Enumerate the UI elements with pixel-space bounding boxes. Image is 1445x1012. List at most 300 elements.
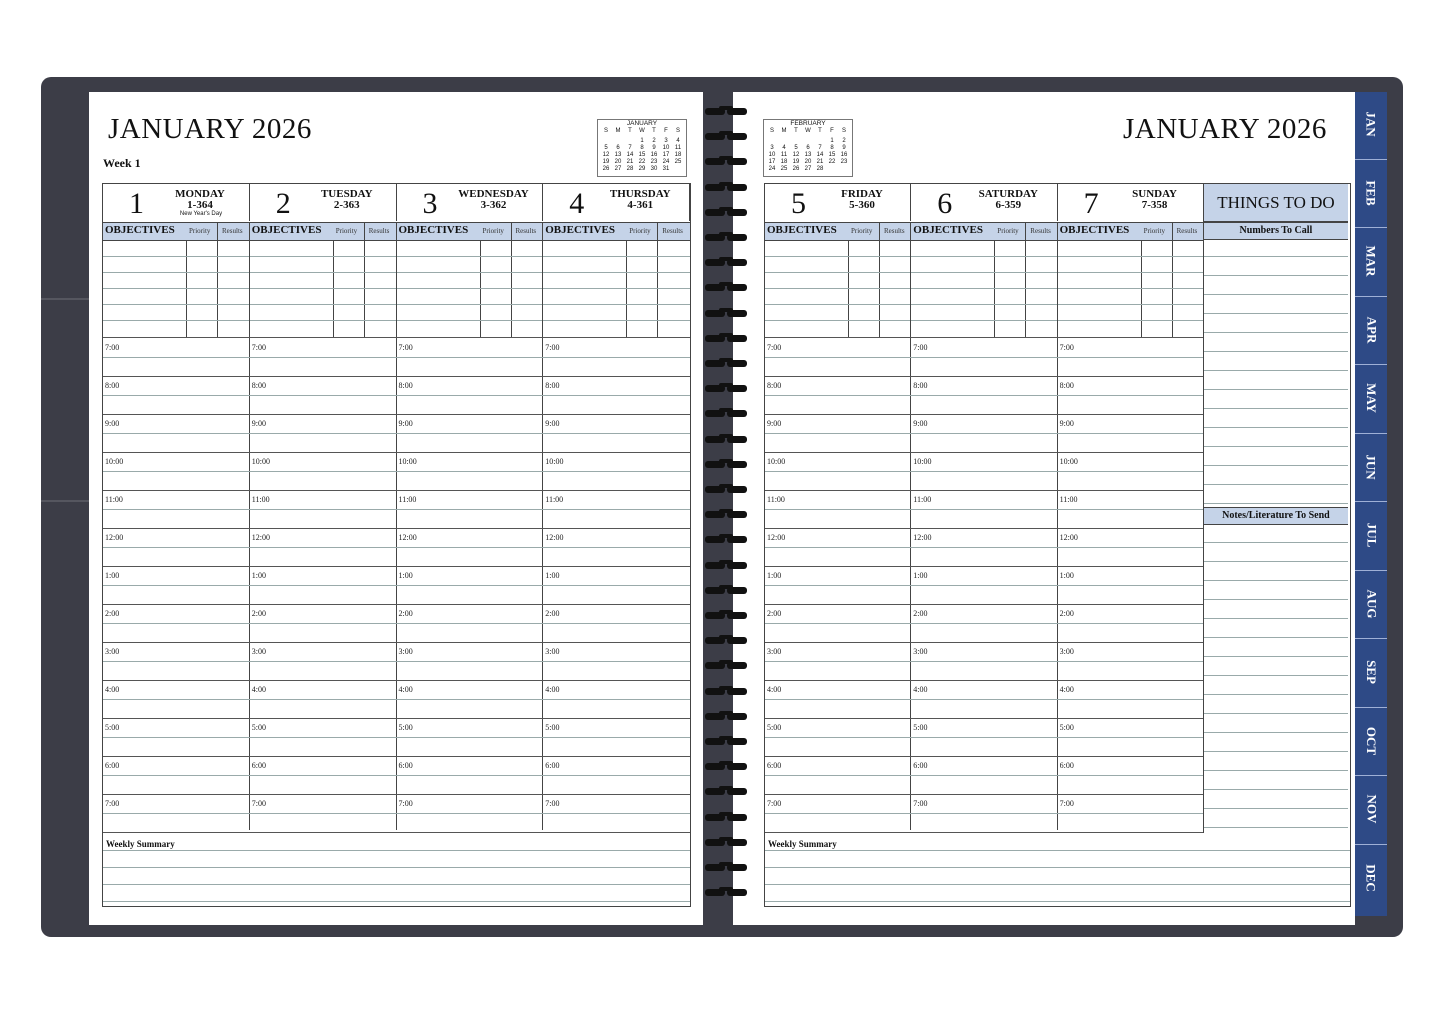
month-tab-label: JUN: [1364, 453, 1379, 480]
objective-line[interactable]: [1058, 320, 1204, 321]
month-tab-label: MAR: [1363, 245, 1379, 277]
hour-rule: [765, 832, 1204, 833]
numbers-to-call-line[interactable]: [1204, 446, 1348, 447]
half-hour-rule: [765, 509, 1204, 510]
time-slot-label: 8:00: [398, 381, 413, 390]
month-tab-divider: [1355, 775, 1387, 776]
notes-line[interactable]: [1204, 618, 1348, 619]
day-column-divider: [542, 222, 543, 830]
notes-line[interactable]: [1204, 713, 1348, 714]
results-label: Results: [515, 227, 537, 235]
time-slot-label: 3:00: [913, 647, 928, 656]
month-tab-nov[interactable]: [1355, 779, 1387, 839]
mini-calendar-day: 14: [626, 152, 634, 158]
day-count: 6-359: [995, 199, 1022, 211]
time-slot-label: 7:00: [767, 799, 782, 808]
coil-bridge: [719, 862, 733, 866]
results-label: Results: [1030, 227, 1051, 235]
time-slot-label: 7:00: [251, 799, 266, 808]
coil-bridge: [719, 282, 733, 286]
time-slot-label: 10:00: [1059, 457, 1078, 466]
mini-calendar-day: 26: [602, 166, 610, 172]
hour-rule: [765, 452, 1204, 453]
hour-rule: [103, 794, 690, 795]
numbers-to-call-line[interactable]: [1204, 294, 1348, 295]
half-hour-rule: [765, 775, 1204, 776]
spiral-coil: [703, 484, 749, 496]
coil-bridge: [719, 560, 733, 564]
spiral-coil: [703, 156, 749, 168]
month-tab-sep[interactable]: [1355, 642, 1387, 702]
objective-line[interactable]: [765, 320, 911, 321]
objective-line[interactable]: [397, 288, 544, 289]
notes-line[interactable]: [1204, 637, 1348, 638]
time-slot-label: 7:00: [913, 343, 928, 352]
numbers-to-call-line[interactable]: [1204, 503, 1348, 504]
numbers-to-call-line[interactable]: [1204, 256, 1348, 257]
spiral-coil: [703, 686, 749, 698]
mini-calendar-day: 20: [614, 159, 622, 165]
month-tab-label: FEB: [1363, 179, 1379, 206]
time-slot-label: 2:00: [913, 609, 928, 618]
time-slot-label: 3:00: [767, 647, 782, 656]
month-tab-mar[interactable]: [1355, 231, 1387, 291]
half-hour-rule: [103, 433, 690, 434]
coil-bridge: [719, 333, 733, 337]
time-slot-label: 2:00: [398, 609, 413, 618]
weekday-label: FRIDAY: [841, 188, 883, 200]
notes-line[interactable]: [1204, 599, 1348, 600]
time-slot-label: 11:00: [105, 495, 123, 504]
coil-bridge: [719, 434, 733, 438]
day-column-divider: [249, 222, 250, 830]
day-number: 1: [129, 187, 144, 220]
objectives-label: OBJECTIVES: [913, 224, 983, 236]
objective-line[interactable]: [397, 272, 544, 273]
objective-line[interactable]: [765, 304, 911, 305]
summary-line[interactable]: [103, 850, 690, 851]
objective-line[interactable]: [103, 272, 250, 273]
time-slot-label: 2:00: [251, 609, 266, 618]
priority-label: Priority: [482, 227, 504, 235]
notes-line[interactable]: [1204, 542, 1348, 543]
time-slot-label: 11:00: [545, 495, 564, 504]
time-slot-label: 11:00: [251, 495, 270, 504]
summary-line[interactable]: [765, 884, 1350, 885]
objective-line[interactable]: [911, 256, 1057, 257]
half-hour-rule: [103, 661, 690, 662]
month-tab-divider: [1355, 433, 1387, 434]
day-header: [103, 184, 250, 221]
half-hour-rule: [765, 699, 1204, 700]
objectives-label: OBJECTIVES: [105, 224, 175, 236]
spiral-coil: [703, 207, 749, 219]
summary-line[interactable]: [103, 867, 690, 868]
mini-calendar-day: 6: [806, 145, 810, 151]
half-hour-rule: [765, 357, 1204, 358]
objective-line[interactable]: [250, 272, 397, 273]
day-number: 6: [937, 187, 953, 220]
hour-rule: [765, 566, 1204, 567]
objective-line[interactable]: [250, 320, 397, 321]
mini-calendar-day: 18: [674, 152, 682, 158]
spiral-coil: [703, 837, 749, 849]
month-tab-dec[interactable]: [1355, 848, 1387, 908]
time-slot-label: 7:00: [913, 799, 928, 808]
half-hour-rule: [103, 471, 690, 472]
day-count: 5-360: [849, 199, 875, 211]
spiral-coil: [703, 106, 749, 118]
objectives-bottom-rule: [103, 337, 690, 338]
spiral-coil: [703, 232, 749, 244]
day-number: 5: [791, 187, 806, 220]
time-slot-label: 2:00: [767, 609, 782, 618]
time-slot-label: 9:00: [767, 419, 782, 428]
coil-bridge: [719, 308, 733, 312]
time-slot-label: 3:00: [398, 647, 413, 656]
day-count: 2-363: [333, 199, 360, 211]
time-slot-label: 1:00: [251, 571, 266, 580]
mini-calendar-day: 21: [626, 159, 634, 165]
mini-calendar-dow: M: [781, 128, 787, 134]
time-slot-label: 4:00: [545, 685, 560, 694]
numbers-to-call-line[interactable]: [1204, 484, 1348, 485]
numbers-to-call-line[interactable]: [1204, 351, 1348, 352]
time-slot-label: 4:00: [767, 685, 782, 694]
mini-calendar-day: 1: [830, 138, 834, 144]
objective-line[interactable]: [103, 256, 250, 257]
time-slot-label: 12:00: [398, 533, 417, 542]
time-slot-label: 8:00: [1059, 381, 1074, 390]
month-tab-oct[interactable]: [1355, 711, 1387, 771]
mini-calendar-day: 13: [804, 152, 812, 158]
objective-line[interactable]: [911, 288, 1057, 289]
weekday-label: WEDNESDAY: [458, 188, 529, 200]
half-hour-rule: [103, 547, 690, 548]
objective-line[interactable]: [543, 320, 690, 321]
objective-line[interactable]: [1058, 304, 1204, 305]
half-hour-rule: [103, 357, 690, 358]
mini-calendar-day: 2: [842, 138, 846, 144]
half-hour-rule: [103, 775, 690, 776]
day-number: 7: [1083, 187, 1099, 220]
time-slot-label: 8:00: [913, 381, 928, 390]
day-header: [397, 184, 544, 221]
right-day-grid: [764, 183, 1351, 907]
numbers-to-call-line[interactable]: [1204, 408, 1348, 409]
notes-line[interactable]: [1204, 770, 1348, 771]
mini-calendar-day: 16: [840, 152, 848, 158]
coil-bridge: [719, 484, 733, 488]
priority-label: Priority: [335, 227, 358, 235]
month-tab-may[interactable]: [1355, 368, 1387, 428]
mini-calendar-day: 15: [828, 152, 836, 158]
objective-line[interactable]: [1058, 256, 1204, 257]
spiral-coil: [703, 358, 749, 370]
objective-line[interactable]: [911, 304, 1057, 305]
day-count: 3-362: [480, 199, 507, 211]
coil-bridge: [719, 837, 733, 841]
notes-line[interactable]: [1204, 827, 1348, 828]
mini-calendar-day: 10: [662, 145, 670, 151]
notes-line[interactable]: [1204, 580, 1348, 581]
time-slot-label: 11:00: [767, 495, 785, 504]
numbers-to-call-line[interactable]: [1204, 427, 1348, 428]
cover-crease: [41, 500, 91, 502]
day-name: [455, 189, 533, 211]
objective-line[interactable]: [103, 288, 250, 289]
month-tab-divider: [1355, 638, 1387, 639]
spiral-coil: [703, 761, 749, 773]
month-tab-divider: [1355, 227, 1387, 228]
objectives-label: OBJECTIVES: [398, 224, 469, 236]
mini-calendar-dow: F: [830, 128, 834, 134]
hour-rule: [103, 718, 690, 719]
spiral-coil: [703, 282, 749, 294]
mini-calendar-day: 25: [780, 166, 788, 172]
priority-label: Priority: [1143, 227, 1165, 235]
coil-bridge: [719, 156, 733, 160]
objective-line[interactable]: [543, 256, 690, 257]
spiral-coil: [703, 333, 749, 345]
day-name: [601, 189, 679, 211]
day-column-divider: [910, 222, 911, 830]
mini-calendar-day: 24: [768, 166, 776, 172]
month-tab-jul[interactable]: [1355, 505, 1387, 565]
objective-line[interactable]: [911, 272, 1057, 273]
time-slot-label: 7:00: [105, 799, 120, 808]
month-tab-divider: [1355, 844, 1387, 845]
time-slot-label: 4:00: [251, 685, 266, 694]
day-count: 7-358: [1141, 199, 1168, 211]
coil-bridge: [719, 358, 733, 362]
time-slot-label: 9:00: [105, 419, 120, 428]
objective-line[interactable]: [397, 304, 544, 305]
spiral-coil: [703, 635, 749, 647]
objective-line[interactable]: [765, 288, 911, 289]
coil-bridge: [719, 736, 733, 740]
hour-rule: [103, 680, 690, 681]
objectives-header: [765, 222, 911, 241]
time-slot-label: 3:00: [545, 647, 560, 656]
time-slot-label: 4:00: [105, 685, 120, 694]
objective-line[interactable]: [543, 272, 690, 273]
month-tab-feb[interactable]: [1355, 163, 1387, 223]
notes-line[interactable]: [1204, 675, 1348, 676]
summary-line[interactable]: [765, 901, 1350, 902]
numbers-to-call-line[interactable]: [1204, 465, 1348, 466]
time-slot-label: 5:00: [1059, 723, 1074, 732]
notes-line[interactable]: [1204, 808, 1348, 809]
month-tab-divider: [1355, 159, 1387, 160]
mini-calendar-day: 11: [780, 152, 788, 158]
coil-bridge: [719, 106, 733, 110]
month-tab-jun[interactable]: [1355, 437, 1387, 497]
time-slot-label: 6:00: [767, 761, 782, 770]
spiral-coil: [703, 786, 749, 798]
time-slot-label: 8:00: [767, 381, 782, 390]
time-slot-label: 4:00: [398, 685, 413, 694]
hour-rule: [765, 642, 1204, 643]
objective-line[interactable]: [1058, 288, 1204, 289]
notes-literature-header: Notes/Literature To Send: [1204, 507, 1348, 525]
hour-rule: [765, 414, 1204, 415]
numbers-to-call-line[interactable]: [1204, 275, 1348, 276]
time-slot-label: 12:00: [767, 533, 786, 542]
mini-calendar-day: 17: [662, 152, 670, 158]
mini-calendar-dow: W: [639, 128, 645, 134]
spiral-coil: [703, 182, 749, 194]
summary-line[interactable]: [103, 901, 690, 902]
mini-calendar-day: 3: [770, 145, 774, 151]
time-slot-label: 7:00: [1059, 799, 1074, 808]
time-slot-label: 5:00: [398, 723, 413, 732]
time-slot-label: 10:00: [398, 457, 417, 466]
objective-line[interactable]: [397, 320, 544, 321]
month-tab-jan[interactable]: [1355, 94, 1387, 154]
weekday-label: SUNDAY: [1132, 188, 1177, 200]
time-slot-label: 5:00: [913, 723, 928, 732]
objective-line[interactable]: [765, 256, 911, 257]
half-hour-rule: [765, 623, 1204, 624]
mini-calendar-day: 20: [804, 159, 812, 165]
objective-line[interactable]: [250, 304, 397, 305]
spiral-coil: [703, 610, 749, 622]
day-header: [543, 184, 690, 221]
notes-line[interactable]: [1204, 751, 1348, 752]
objective-line[interactable]: [250, 256, 397, 257]
coil-bridge: [719, 182, 733, 186]
objective-line[interactable]: [250, 288, 397, 289]
hour-rule: [765, 718, 1204, 719]
objective-line[interactable]: [103, 320, 250, 321]
notes-line[interactable]: [1204, 732, 1348, 733]
day-count: 1-364: [187, 199, 213, 211]
notes-line[interactable]: [1204, 789, 1348, 790]
objective-line[interactable]: [765, 272, 911, 273]
time-slot-label: 6:00: [398, 761, 413, 770]
day-number: 2: [275, 187, 291, 220]
summary-line[interactable]: [765, 867, 1350, 868]
mini-calendar-february: [763, 119, 853, 177]
objectives-header: [250, 222, 397, 241]
mini-calendar-day: 9: [652, 145, 656, 151]
month-tab-divider: [1355, 501, 1387, 502]
day-number: 4: [569, 187, 585, 220]
time-slot-label: 12:00: [913, 533, 932, 542]
notes-line[interactable]: [1204, 694, 1348, 695]
notes-line[interactable]: [1204, 656, 1348, 657]
hour-rule: [765, 528, 1204, 529]
hour-rule: [103, 832, 690, 833]
month-tab-strip: [1355, 92, 1387, 916]
numbers-to-call-line[interactable]: [1204, 332, 1348, 333]
numbers-to-call-line[interactable]: [1204, 389, 1348, 390]
weekday-label: TUESDAY: [320, 188, 373, 200]
day-column-divider: [396, 222, 397, 830]
priority-label: Priority: [189, 227, 211, 235]
objective-line[interactable]: [103, 304, 250, 305]
time-slot-label: 7:00: [767, 343, 782, 352]
day-name: [823, 189, 901, 211]
spiral-coil: [703, 711, 749, 723]
mini-calendar-dow: W: [805, 128, 811, 134]
mini-calendar-dow: F: [664, 128, 668, 134]
time-slot-label: 11:00: [913, 495, 932, 504]
mini-calendar-dow: T: [794, 128, 798, 134]
mini-calendar-day: 22: [638, 159, 646, 165]
hour-rule: [765, 756, 1204, 757]
time-slot-label: 10:00: [913, 457, 932, 466]
time-slot-label: 11:00: [1059, 495, 1078, 504]
notes-line[interactable]: [1204, 561, 1348, 562]
time-slot-label: 7:00: [398, 799, 413, 808]
cover-crease: [41, 298, 91, 300]
week-label: Week 1: [103, 156, 141, 170]
spiral-coil: [703, 434, 749, 446]
mini-calendar-day: 7: [818, 145, 822, 151]
priority-label: Priority: [997, 227, 1019, 235]
spiral-coil: [703, 509, 749, 521]
objective-line[interactable]: [911, 320, 1057, 321]
mini-calendar-title: FEBRUARY: [790, 120, 826, 127]
mini-calendar-day: 30: [650, 166, 658, 172]
numbers-to-call-line[interactable]: [1204, 370, 1348, 371]
objective-line[interactable]: [1058, 272, 1204, 273]
mini-calendar-day: 8: [640, 145, 644, 151]
day-name: [161, 189, 239, 211]
time-slot-label: 7:00: [1059, 343, 1074, 352]
time-slot-label: 9:00: [398, 419, 413, 428]
month-tab-divider: [1355, 364, 1387, 365]
time-slot-label: 5:00: [545, 723, 560, 732]
weekly-summary-label: Weekly Summary: [106, 839, 175, 849]
month-tab-divider: [1355, 707, 1387, 708]
mini-calendar-day: 14: [816, 152, 824, 158]
month-tab-aug[interactable]: [1355, 574, 1387, 634]
page-title-left: JANUARY 2026: [108, 113, 312, 145]
hour-rule: [103, 566, 690, 567]
coil-bridge: [719, 534, 733, 538]
summary-line[interactable]: [765, 850, 1350, 851]
mini-calendar-day: 3: [664, 138, 668, 144]
objective-line[interactable]: [543, 288, 690, 289]
coil-bridge: [719, 635, 733, 639]
objective-line[interactable]: [543, 304, 690, 305]
spiral-coil: [703, 257, 749, 269]
weekly-summary-label: Weekly Summary: [768, 839, 837, 849]
mini-calendar-day: 1: [640, 138, 644, 144]
spiral-coil: [703, 534, 749, 546]
mini-calendar-dow: M: [615, 128, 621, 134]
time-slot-label: 10:00: [251, 457, 270, 466]
summary-line[interactable]: [103, 884, 690, 885]
month-tab-label: JUL: [1364, 522, 1379, 548]
numbers-to-call-line[interactable]: [1204, 313, 1348, 314]
mini-calendar-day: 13: [614, 152, 622, 158]
objective-line[interactable]: [397, 256, 544, 257]
time-slot-label: 9:00: [545, 419, 560, 428]
mini-calendar-day: 26: [792, 166, 800, 172]
spiral-coil: [703, 887, 749, 899]
month-tab-apr[interactable]: [1355, 300, 1387, 360]
mini-calendar-day: 16: [650, 152, 658, 158]
mini-calendar-day: 27: [614, 166, 622, 172]
objectives-header: [911, 222, 1057, 241]
half-hour-rule: [765, 585, 1204, 586]
mini-calendar-day: 25: [674, 159, 682, 165]
objectives-header: [103, 222, 250, 241]
